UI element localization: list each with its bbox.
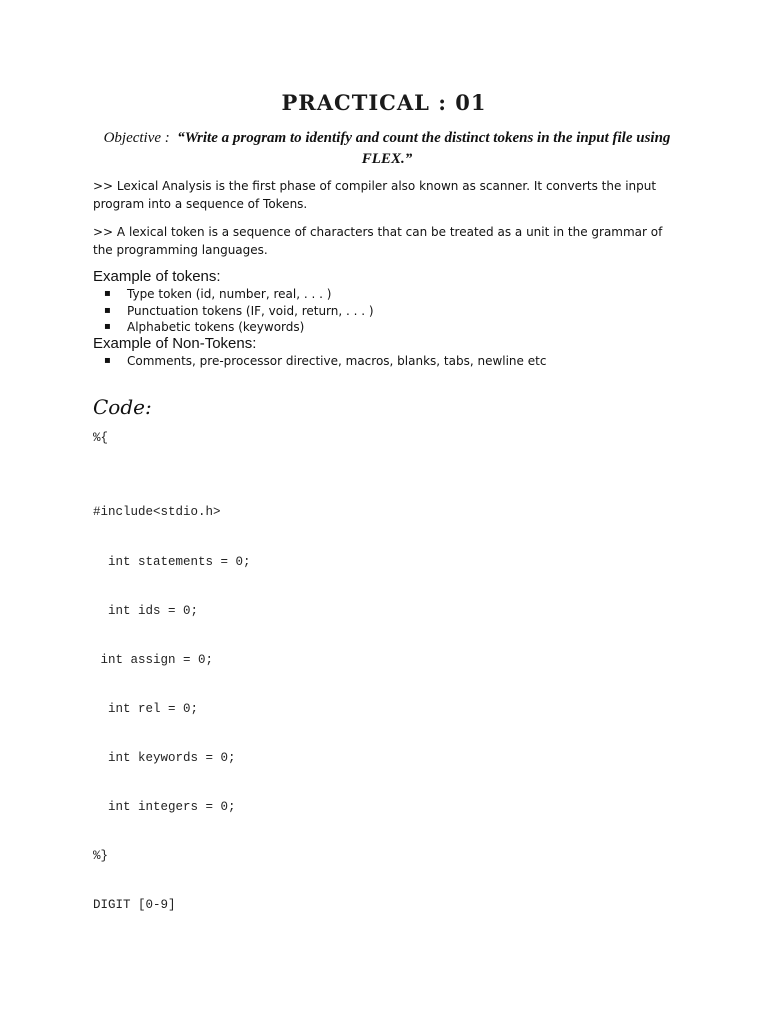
objective-text [92,128,682,170]
code-line: %{ [93,431,109,445]
bullet-icon: ▪ [104,288,111,299]
paragraph-lexical-analysis: >> Lexical Analysis is the first phase of compiler also known as scanner. It converts the input program into a sequence of Tokens. [93,179,657,211]
code-line: #include<stdio.h> [93,505,221,519]
objective-statement: “Write a program to identify and count the distinct tokens in the input file using FLEX.” [177,130,671,167]
paragraph-lexical-token: >> A lexical token is a sequence of characters that can be treated as a unit in the grammar of the programming languages. [93,225,663,257]
code-line: int integers = 0; [93,800,236,814]
list-item: ▪ Comments, pre-processor directive, macros, blanks, tabs, newline etc [104,354,547,368]
list-item: ▪ Type token (id, number, real, . . . ) [104,287,332,301]
code-line: int keywords = 0; [93,751,236,765]
code-line: int assign = 0; [93,653,214,667]
tokens-list [93,286,374,336]
code-line: int statements = 0; [93,555,251,569]
non-tokens-heading: Example of Non-Tokens: [93,335,257,352]
page-title: PRACTICAL : 01 [281,90,487,115]
bullet-icon: ▪ [104,321,111,332]
objective-label: Objective : [103,130,170,146]
code-line: int ids = 0; [93,604,199,618]
code-line: DIGIT [0-9] [93,898,176,912]
bullet-icon: ▪ [104,355,111,366]
bullet-icon: ▪ [104,304,111,316]
list-item: ▪ Punctuation tokens (IF, void, return, . . . ) [104,303,374,318]
non-tokens-list [93,353,546,370]
code-heading: Code: [93,395,152,419]
list-item: ▪ Alphabetic tokens (keywords) [104,320,305,334]
code-line: %} [93,849,109,863]
tokens-heading: Example of tokens: [93,268,221,285]
code-line: int rel = 0; [93,702,199,716]
